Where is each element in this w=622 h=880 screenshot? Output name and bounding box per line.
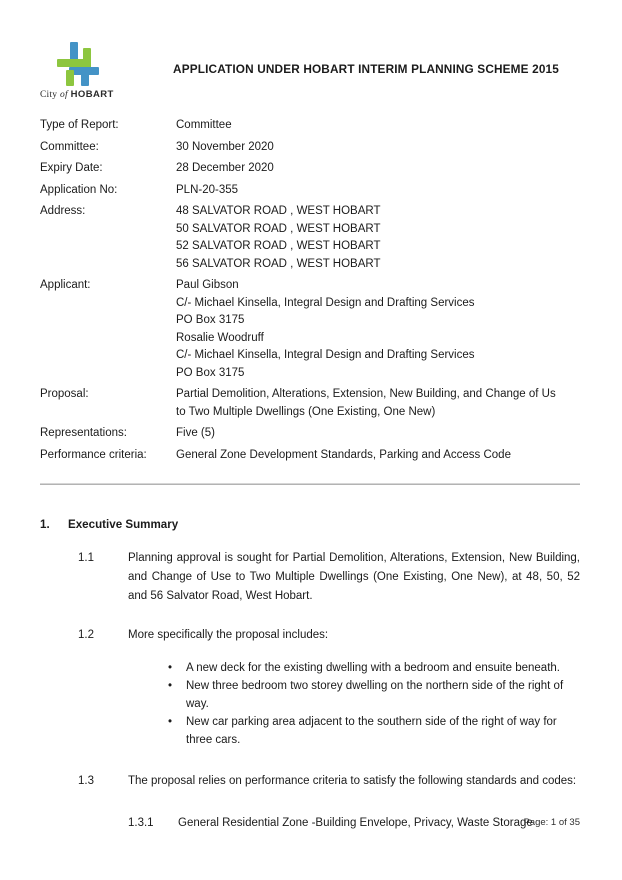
detail-value: General Zone Development Standards, Parking and Access Code [176, 448, 511, 461]
detail-label: Expiry Date: [40, 162, 103, 174]
logo-caption-city: City [40, 90, 58, 100]
paragraph-number: 1.1 [78, 552, 94, 564]
logo-bar-green-mid [57, 59, 86, 67]
paragraph-number: 1.3 [78, 775, 94, 787]
hobart-hash-icon [54, 42, 102, 86]
page-header [40, 40, 580, 100]
bullet-text: New three bedroom two storey dwelling on the northern side of the right of way. [186, 680, 564, 710]
bullet-list [168, 659, 580, 749]
detail-value: 30 November 2020 [176, 140, 274, 153]
detail-value: Committee [176, 119, 232, 131]
logo-bar-blue-bottom [81, 73, 89, 86]
logo-caption-name: HOBART [70, 89, 114, 100]
paragraph-1-3 [78, 772, 580, 791]
paragraph-text: Planning approval is sought for Partial Demolition, Alterations, Extension, New Building, and Change of Use to Two Multiple Dwellings (One Existing, One New), at 48, 50, 52 and 56 Salvator Road, West Hobart. [128, 552, 580, 602]
paragraph-number: 1.3.1 [128, 817, 154, 829]
bullet-text: New car parking area adjacent to the southern side of the right of way for three cars. [186, 716, 557, 746]
paragraph-1-3-1 [128, 814, 580, 833]
bullet-item [168, 713, 580, 749]
detail-label: Proposal: [40, 388, 89, 400]
detail-label: Applicant: [40, 279, 91, 291]
detail-row [40, 277, 580, 382]
bullet-icon: • [168, 680, 173, 692]
logo-caption [40, 89, 152, 100]
paragraph-text: The proposal relies on performance criteria to satisfy the following standards and codes: [128, 775, 577, 787]
logo-bar-green-bottom [66, 70, 74, 86]
detail-row [40, 447, 580, 465]
detail-value: 28 December 2020 [176, 162, 274, 174]
city-of-hobart-logo [40, 40, 152, 100]
paragraph-1-1 [78, 549, 580, 606]
detail-label: Address: [40, 205, 86, 217]
bullet-item [168, 659, 580, 677]
paragraph-1-2 [78, 626, 580, 645]
detail-row [40, 425, 580, 443]
detail-row [40, 139, 580, 157]
bullet-icon: • [168, 662, 173, 674]
detail-label: Representations: [40, 427, 127, 439]
detail-row [40, 117, 580, 135]
detail-row [40, 386, 580, 421]
detail-label: Type of Report: [40, 119, 119, 131]
bullet-icon: • [168, 716, 173, 728]
bullet-text: A new deck for the existing dwelling with a bedroom and ensuite beneath. [186, 662, 560, 674]
document-title: APPLICATION UNDER HOBART INTERIM PLANNING SCHEME 2015 [173, 62, 559, 76]
section-title: Executive Summary [68, 518, 179, 531]
detail-row [40, 203, 580, 273]
detail-label: Committee: [40, 140, 99, 153]
detail-value: Partial Demolition, Alterations, Extension, New Building, and Change of Us to Two Multiple Dwellings (One Existing, One New) [176, 388, 556, 418]
detail-value: Five (5) [176, 427, 215, 439]
section-items [78, 549, 580, 833]
detail-value: 48 SALVATOR ROAD , WEST HOBART 50 SALVATOR ROAD , WEST HOBART 52 SALVATOR ROAD , WEST HOBART 56 SALVATOR ROAD , WEST HOBART [176, 205, 381, 270]
detail-label: Application No: [40, 183, 118, 196]
horizontal-divider [40, 483, 580, 485]
details-table [40, 117, 580, 464]
paragraph-text: General Residential Zone -Building Envelope, Privacy, Waste Storage [178, 817, 533, 829]
section-number: 1. [40, 518, 50, 531]
detail-label: Performance criteria: [40, 448, 147, 461]
detail-row [40, 182, 580, 200]
paragraph-number: 1.2 [78, 629, 94, 641]
detail-value: Paul Gibson C/- Michael Kinsella, Integral Design and Drafting Services PO Box 3175 Rosalie Woodruff C/- Michael Kinsella, Integral Design and Drafting Services PO Box 3175 [176, 279, 475, 379]
logo-caption-of: of [60, 90, 68, 100]
section-heading [40, 518, 580, 531]
paragraph-text: More specifically the proposal includes: [128, 629, 329, 641]
bullet-item [168, 677, 580, 713]
title-block [152, 40, 580, 76]
detail-row [40, 160, 580, 178]
detail-value: PLN-20-355 [176, 183, 239, 196]
page-number-label: Page: 1 of 35 [523, 817, 580, 828]
